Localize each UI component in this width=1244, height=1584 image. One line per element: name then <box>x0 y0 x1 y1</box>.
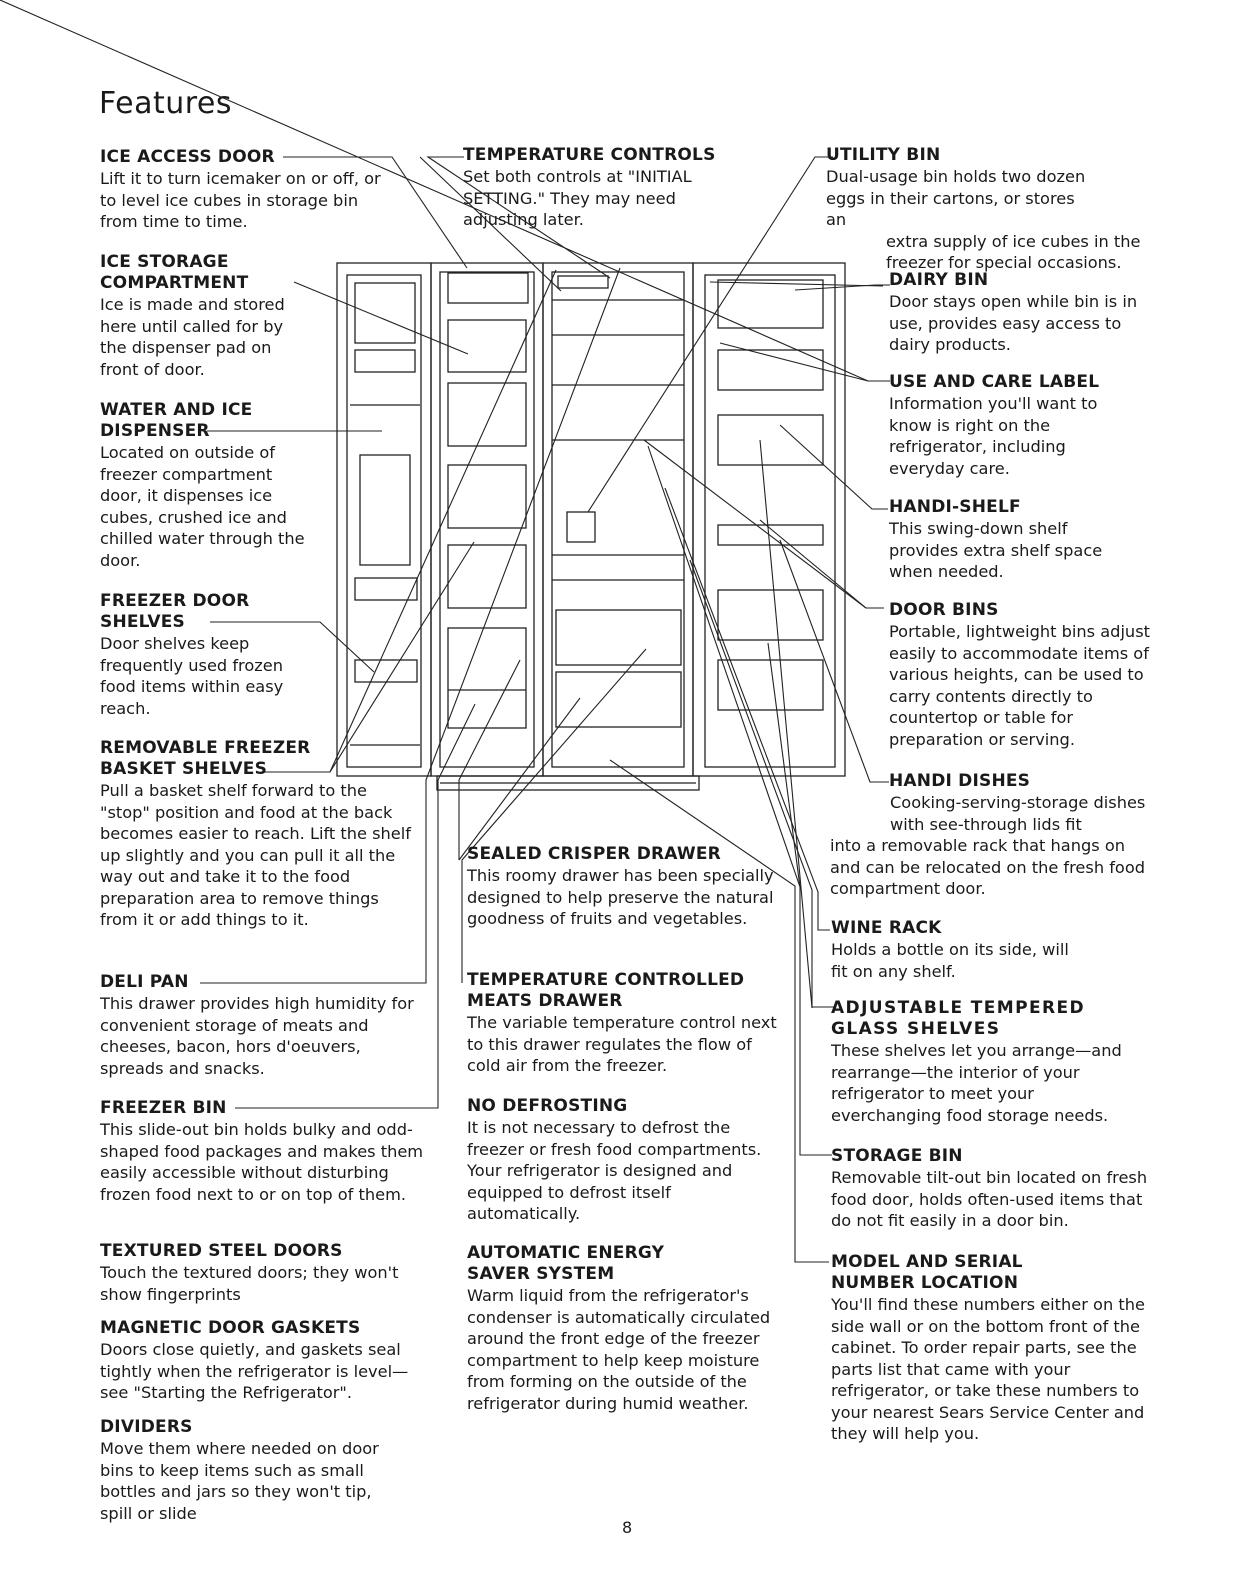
feature-temperature-controls <box>463 145 728 231</box>
feature-title: FREEZER BIN <box>100 1098 227 1118</box>
feature-title: TEXTURED STEEL DOORS <box>100 1241 343 1261</box>
feature-no-defrosting <box>467 1096 772 1225</box>
storage-bin <box>718 660 823 710</box>
feature-title: TEMPERATURE CONTROLS <box>463 145 716 165</box>
feature-text: Door shelves keep frequently used frozen food items within easy reach. <box>100 634 284 718</box>
feature-text: Set both controls at "INITIAL SETTING." They may need adjusting later. <box>463 167 692 229</box>
feature-text: The variable temperature control next to this drawer regulates the flow of cold air from the freezer. <box>467 1013 777 1075</box>
fresh-food-door <box>693 263 845 776</box>
feature-title: TEMPERATURE CONTROLLED <box>467 970 745 990</box>
feature-ice-storage <box>100 252 295 380</box>
feature-text: Lift it to turn icemaker on or off, or to level ice cubes in storage bin from time to time. <box>100 169 381 231</box>
feature-title: MEATS DRAWER <box>467 991 623 1011</box>
ice-storage <box>448 320 526 372</box>
feature-storage-bin <box>831 1146 1156 1232</box>
feature-text: These shelves let you arrange—and rearrange—the interior of your refrigerator to meet your everchanging food storage needs. <box>831 1041 1122 1125</box>
feature-title: REMOVABLE FREEZER <box>100 738 311 758</box>
feature-title: DAIRY BIN <box>889 270 989 290</box>
feature-meats-drawer <box>467 970 787 1077</box>
feature-text: Portable, lightweight bins adjust easily to accommodate items of various heights, can be used to carry contents directly to countertop or table for preparation or serving. <box>889 622 1150 749</box>
feature-energy-saver <box>467 1243 787 1414</box>
feature-text: Touch the textured doors; they won't show fingerprints <box>100 1263 399 1304</box>
feature-title: MODEL AND SERIAL <box>831 1252 1023 1272</box>
feature-ice-access-door <box>100 147 390 233</box>
feature-text: Move them where needed on door bins to keep items such as small bottles and jars so they won't tip, spill or slide <box>100 1439 379 1523</box>
feature-title: COMPARTMENT <box>100 273 249 293</box>
feature-text: This slide-out bin holds bulky and odd-shaped food packages and makes them easily accessible without disturbing frozen food next to or on top of them. <box>100 1120 424 1204</box>
feature-textured-doors <box>100 1241 420 1305</box>
handi-shelf <box>718 415 823 465</box>
temperature-controls <box>558 276 608 288</box>
feature-title: ICE STORAGE <box>100 252 229 272</box>
feature-title: WATER AND ICE <box>100 400 253 420</box>
feature-text: It is not necessary to defrost the freezer or fresh food compartments. Your refrigerator is designed and equipped to defrost itself automatically. <box>467 1118 762 1223</box>
feature-title: AUTOMATIC ENERGY <box>467 1243 665 1263</box>
feature-utility-bin <box>826 145 1146 274</box>
feature-wine-rack <box>831 918 1071 982</box>
feature-title: FREEZER DOOR <box>100 591 250 611</box>
feature-title: DOOR BINS <box>889 600 999 620</box>
feature-handi-dishes <box>830 771 1150 900</box>
feature-title: STORAGE BIN <box>831 1146 963 1166</box>
feature-text: Removable tilt-out bin located on fresh food door, holds often-used items that do not fit easily in a door bin. <box>831 1168 1148 1230</box>
feature-crisper-drawer <box>467 844 777 930</box>
door-bin <box>718 590 823 640</box>
dairy-bin <box>718 280 823 328</box>
feature-door-gaskets <box>100 1318 420 1404</box>
feature-text: Dual-usage bin holds two dozen eggs in their cartons, or stores an <box>826 167 1086 229</box>
feature-door-bins <box>889 600 1154 750</box>
feature-text: Doors close quietly, and gaskets seal tightly when the refrigerator is level—see "Starting the Refrigerator". <box>100 1340 409 1402</box>
feature-basket-shelves <box>100 738 420 931</box>
feature-text: extra supply of ice cubes in the freezer for special occasions. <box>886 231 1141 272</box>
feature-text: You'll find these numbers either on the side wall or on the bottom front of the cabinet. To order repair parts, see the parts list that came with your refrigerator, or take these numbers to your nearest Sears Service Center and they will help you. <box>831 1295 1145 1443</box>
feature-text: Cooking-serving-storage dishes with see-through lids fit <box>890 793 1146 834</box>
feature-text: Holds a bottle on its side, will fit on any shelf. <box>831 940 1069 981</box>
fresh-food-compartment <box>543 263 693 776</box>
feature-title: ADJUSTABLE TEMPERED <box>831 998 1086 1018</box>
feature-title: DISPENSER <box>100 421 210 441</box>
feature-title: SEALED CRISPER DRAWER <box>467 844 721 864</box>
feature-text: This swing-down shelf provides extra shelf space when needed. <box>889 519 1103 581</box>
feature-title: SAVER SYSTEM <box>467 1264 615 1284</box>
handi-dishes <box>718 525 823 545</box>
feature-water-ice-dispenser <box>100 400 315 571</box>
feature-title: DIVIDERS <box>100 1417 193 1437</box>
feature-title: BASKET SHELVES <box>100 759 268 779</box>
freezer-bin <box>448 628 526 728</box>
feature-title: HANDI DISHES <box>889 771 1031 791</box>
feature-use-care-label <box>889 372 1104 479</box>
feature-text: into a removable rack that hangs on and can be relocated on the fresh food compartment door. <box>830 836 1146 898</box>
feature-deli-pan <box>100 972 415 1079</box>
feature-handi-shelf <box>889 497 1119 583</box>
feature-text: Information you'll want to know is right on the refrigerator, including everyday care. <box>889 394 1098 478</box>
feature-title: WINE RACK <box>831 918 942 938</box>
feature-model-serial <box>831 1252 1151 1445</box>
feature-title: UTILITY BIN <box>826 145 941 165</box>
feature-title: NUMBER LOCATION <box>831 1273 1019 1293</box>
feature-text: Ice is made and stored here until called for by the dispenser pad on front of door. <box>100 295 285 379</box>
wine-rack <box>567 512 595 542</box>
feature-title: GLASS SHELVES <box>831 1019 1001 1039</box>
feature-title: SHELVES <box>100 612 185 632</box>
feature-text: Located on outside of freezer compartment door, it dispenses ice cubes, crushed ice and chilled water through the door. <box>100 443 305 570</box>
feature-title: NO DEFROSTING <box>467 1096 628 1116</box>
feature-text: This drawer provides high humidity for convenient storage of meats and cheeses, bacon, hors d'oeuvers, spreads and snacks. <box>100 994 414 1078</box>
feature-title: MAGNETIC DOOR GASKETS <box>100 1318 361 1338</box>
feature-text: This roomy drawer has been specially designed to help preserve the natural goodness of fruits and vegetables. <box>467 866 774 928</box>
feature-freezer-bin <box>100 1098 425 1205</box>
freezer-basket-1 <box>448 383 526 446</box>
feature-dairy-bin <box>889 270 1149 356</box>
feature-dividers <box>100 1417 400 1524</box>
freezer-door <box>337 263 431 776</box>
freezer-basket-3 <box>448 545 526 608</box>
crisper-drawer <box>556 610 681 665</box>
feature-title: ICE ACCESS DOOR <box>100 147 275 167</box>
feature-freezer-door-shelves <box>100 591 305 719</box>
freezer-basket-2 <box>448 465 526 528</box>
feature-text: Warm liquid from the refrigerator's condenser is automatically circulated around the front edge of the freezer compartment to help keep moisture from forming on the outside of the refrigerator during humid weather. <box>467 1286 771 1413</box>
page-number: 8 <box>622 1518 633 1537</box>
feature-glass-shelves <box>831 998 1146 1126</box>
feature-title: USE AND CARE LABEL <box>889 372 1100 392</box>
dispenser <box>360 455 410 565</box>
feature-text: Pull a basket shelf forward to the "stop" position and food at the back becomes easier to reach. Lift the shelf up slightly and you can pull it all the way out and take it to the food preparation area to remove things from it or add things to it. <box>100 781 411 929</box>
page-title: Features <box>99 86 232 121</box>
feature-text: Door stays open while bin is in use, provides easy access to dairy products. <box>889 292 1138 354</box>
feature-title: HANDI-SHELF <box>889 497 1021 517</box>
feature-title: DELI PAN <box>100 972 189 992</box>
